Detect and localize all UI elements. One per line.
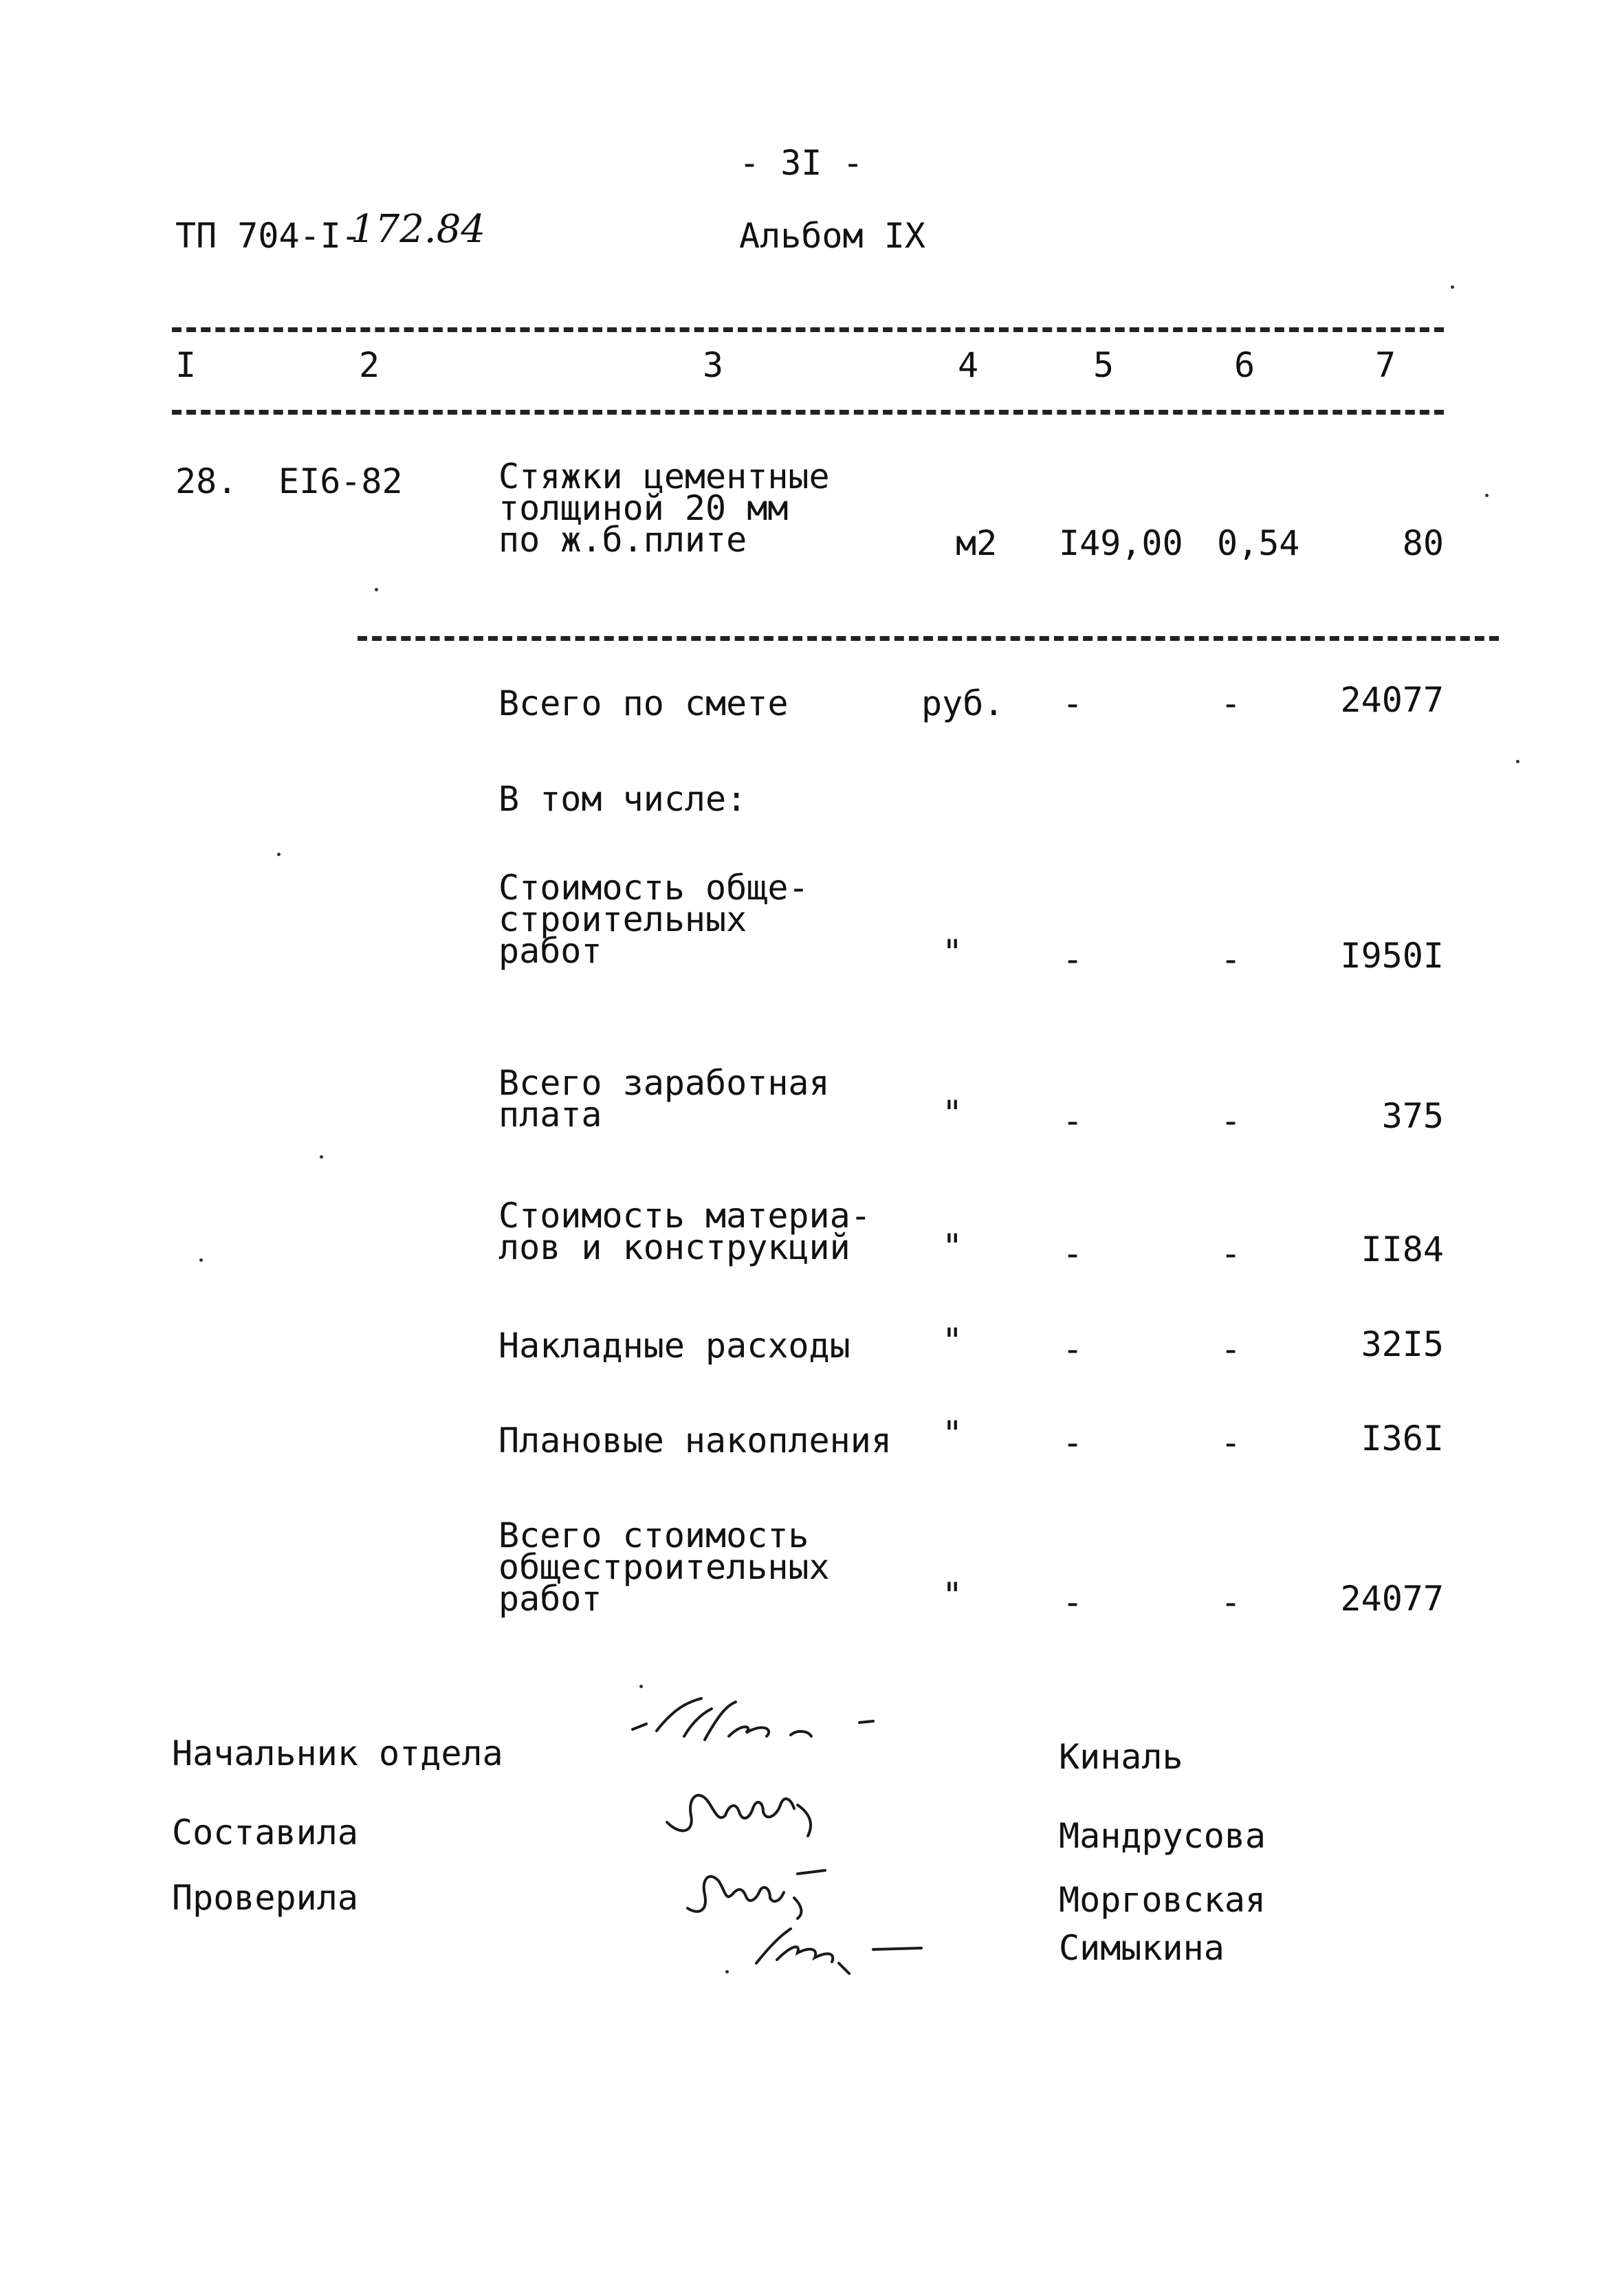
scan-speck — [277, 853, 281, 856]
breakdown-label-3: Стоимость материа- лов и конструкций — [498, 1196, 871, 1267]
breakdown-col6-2: - — [1220, 1101, 1242, 1141]
scan-speck — [375, 588, 378, 591]
signature-scribble-1 — [626, 1681, 914, 1757]
breakdown-col5-6: - — [1062, 1582, 1084, 1622]
col-header-2: 2 — [359, 345, 380, 385]
breakdown-label-5: Плановые накопления — [498, 1421, 892, 1461]
col-header-3: 3 — [703, 345, 724, 385]
name-kinal: Киналь — [1059, 1737, 1183, 1777]
summary-col5: - — [1062, 684, 1084, 723]
col-header-1: I — [175, 345, 197, 385]
page-number: - 3I - — [739, 143, 864, 183]
item-price: 0,54 — [1217, 523, 1300, 563]
including-label: В том числе: — [498, 779, 747, 819]
name-morgovskaya: Морговская — [1059, 1880, 1266, 1920]
item-qty: I49,00 — [1059, 523, 1183, 563]
breakdown-label-1: Стоимость обще- строительных работ — [498, 868, 809, 971]
summary-rule — [358, 636, 1499, 641]
breakdown-label-2: Всего заработная плата — [498, 1063, 830, 1135]
breakdown-col6-3: - — [1220, 1234, 1242, 1273]
col-header-7: 7 — [1375, 345, 1396, 385]
breakdown-value-2: 375 — [1381, 1096, 1444, 1136]
name-mandrusova: Мандрусова — [1059, 1816, 1266, 1856]
name-simykina: Симыкина — [1059, 1928, 1225, 1968]
item-code: EI6-82 — [278, 461, 403, 501]
header-bottom-rule — [172, 410, 1444, 415]
col-header-4: 4 — [958, 345, 979, 385]
breakdown-value-3: II84 — [1361, 1229, 1444, 1269]
breakdown-unit-2: " — [942, 1093, 963, 1133]
breakdown-value-1: I950I — [1340, 936, 1444, 976]
scan-speck — [639, 1685, 643, 1688]
summary-unit: руб. — [921, 684, 1005, 723]
item-total: 80 — [1402, 523, 1444, 563]
role-checked-by: Проверила — [172, 1878, 358, 1918]
role-head-of-department: Начальник отдела — [172, 1734, 503, 1773]
breakdown-col5-3: - — [1062, 1234, 1084, 1273]
summary-title: Всего по смете — [498, 684, 789, 723]
item-number: 28. — [175, 461, 238, 501]
summary-col6: - — [1220, 684, 1242, 723]
col-header-5: 5 — [1093, 345, 1115, 385]
role-compiled-by: Составила — [172, 1813, 358, 1852]
item-unit: м2 — [956, 523, 998, 563]
scan-speck — [320, 1155, 323, 1159]
signature-scribble-4 — [715, 1908, 935, 1977]
breakdown-value-4: 32I5 — [1361, 1324, 1444, 1364]
scan-speck — [199, 1258, 203, 1262]
breakdown-col6-5: - — [1220, 1423, 1242, 1463]
breakdown-col5-1: - — [1062, 939, 1084, 979]
breakdown-label-4: Накладные расходы — [498, 1326, 851, 1366]
breakdown-col5-2: - — [1062, 1101, 1084, 1141]
breakdown-col6-4: - — [1220, 1329, 1242, 1369]
col-header-6: 6 — [1234, 345, 1255, 385]
scan-speck — [1516, 760, 1519, 763]
breakdown-unit-5: " — [942, 1414, 963, 1454]
scan-speck — [725, 1970, 729, 1974]
album-label: Альбом IX — [739, 216, 925, 256]
item-description: Стяжки цементные толщиной 20 мм по ж.б.плите — [498, 457, 830, 560]
summary-total: 24077 — [1340, 680, 1444, 720]
doc-code-handwritten: 172.84 — [351, 207, 485, 252]
breakdown-col6-1: - — [1220, 939, 1242, 979]
breakdown-unit-4: " — [942, 1321, 963, 1361]
breakdown-label-6: Всего стоимость общестроительных работ — [498, 1516, 830, 1619]
scan-speck — [1451, 285, 1454, 289]
header-top-rule — [172, 327, 1444, 332]
breakdown-col5-4: - — [1062, 1329, 1084, 1369]
breakdown-unit-1: " — [942, 932, 963, 972]
breakdown-unit-3: " — [942, 1227, 963, 1267]
breakdown-col6-6: - — [1220, 1582, 1242, 1622]
signature-scribble-2 — [660, 1767, 839, 1850]
breakdown-value-5: I36I — [1361, 1419, 1444, 1458]
breakdown-col5-5: - — [1062, 1423, 1084, 1463]
scan-speck — [1485, 494, 1489, 497]
breakdown-unit-6: " — [942, 1575, 963, 1615]
doc-code-printed: ТП 704-I- — [175, 216, 362, 256]
breakdown-value-6: 24077 — [1340, 1579, 1444, 1619]
